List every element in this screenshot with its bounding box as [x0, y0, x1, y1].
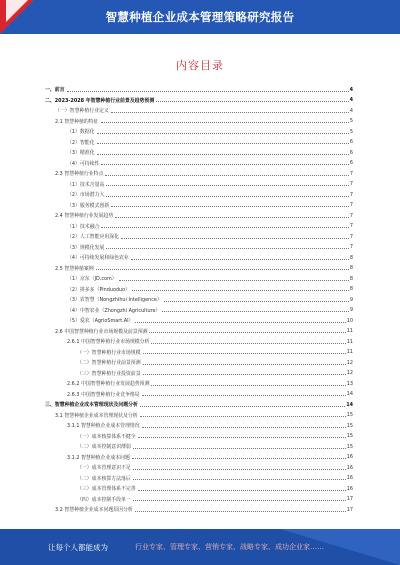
toc-entry-title: 2.5 智慧种植案例 — [55, 265, 94, 272]
toc-page-number: 6 — [349, 139, 353, 146]
toc-leader-dots — [138, 434, 346, 438]
toc-entry-title: （二）成本控制意识薄弱 — [77, 444, 131, 451]
toc-entry-title: （3）精准化 — [67, 150, 95, 157]
toc-entry[interactable] — [45, 107, 353, 114]
toc-entry[interactable] — [45, 86, 353, 93]
toc-leader-dots — [133, 497, 346, 501]
toc-entry[interactable] — [45, 275, 353, 282]
toc-entry[interactable] — [45, 359, 353, 366]
toc-page-number: 12 — [346, 359, 353, 366]
toc-leader-dots — [101, 224, 348, 228]
toc-entry[interactable] — [45, 118, 353, 125]
toc-leader-dots — [97, 140, 349, 144]
toc-entry[interactable] — [45, 160, 353, 167]
toc-entry-title: （一）智慧种植行业定义 — [55, 108, 109, 115]
toc-page-number: 8 — [349, 265, 353, 272]
toc-entry[interactable] — [45, 296, 353, 303]
toc-entry-title: 2.6.1 中国智慧种植行业市场规模分析 — [67, 339, 150, 346]
toc-leader-dots — [162, 308, 349, 312]
toc-page-number: 10 — [346, 317, 353, 324]
toc-leader-dots — [115, 214, 349, 218]
toc-leader-dots — [133, 466, 346, 470]
toc-entry[interactable] — [45, 338, 353, 345]
toc-entry-title: （一）成本管理意识不足 — [77, 465, 131, 472]
toc-leader-dots — [67, 88, 349, 92]
toc-entry[interactable] — [45, 443, 353, 450]
toc-page-number: 16 — [346, 475, 353, 482]
toc-entry[interactable] — [45, 412, 353, 419]
toc-leader-dots — [156, 98, 348, 102]
toc-page-number: 13 — [346, 380, 353, 387]
toc-entry-title: （3）服务模式创新 — [67, 202, 110, 209]
toc-page-number: 7 — [349, 212, 353, 219]
toc-entry-title: 2.6.2 中国智慧种植行业发展趋势预测 — [67, 381, 150, 388]
toc-leader-dots — [101, 119, 349, 123]
toc-leader-dots — [132, 287, 349, 291]
toc-page-number: 14 — [346, 401, 353, 408]
toc-leader-dots — [133, 476, 346, 480]
toc-page-number: 15 — [346, 412, 353, 419]
toc-page-number: 5 — [349, 118, 353, 125]
toc-leader-dots — [140, 403, 345, 407]
toc-entry-title: 2.6 中国智慧种植行业市场规模及前景预测 — [55, 328, 148, 335]
toc-entry-title: 一、前言 — [45, 87, 65, 94]
toc-page-number: 7 — [349, 170, 353, 177]
toc-leader-dots — [143, 361, 346, 365]
header-banner — [0, 0, 400, 34]
toc-entry-title: （1）数据化 — [67, 129, 95, 136]
toc-leader-dots — [106, 245, 349, 249]
toc-entry[interactable] — [45, 286, 353, 293]
toc-page-number: 7 — [349, 181, 353, 188]
toc-entry-title: （2）人工智能应用深化 — [67, 234, 120, 241]
toc-leader-dots — [96, 266, 349, 270]
report-title: 智慧种植企业成本管理策略研究报告 — [105, 10, 295, 24]
toc-leader-dots — [132, 455, 346, 459]
toc-leader-dots — [135, 508, 346, 512]
toc-page-number: 8 — [349, 254, 353, 261]
toc-entry[interactable] — [45, 380, 353, 387]
toc-entry-title: 2.1 智慧种植的特征 — [55, 118, 99, 125]
toc-entry-title: （4）可持续发展和绿色农业 — [67, 255, 129, 262]
toc-entry-title: 3.2 智慧种植企业成本问题原因分析 — [55, 507, 133, 514]
toc-entry[interactable] — [45, 485, 353, 492]
toc-entry-title: 2.3 智慧种植行业特点 — [55, 171, 104, 178]
toc-entry-title: （3）农智慧（Nongzhihui Intelligence） — [67, 297, 162, 304]
toc-leader-dots — [119, 277, 349, 281]
toc-page-number: 11 — [346, 349, 353, 356]
toc-leader-dots — [97, 130, 349, 134]
toc-leader-dots — [97, 151, 349, 155]
toc-entry-title: 2.4 智慧种植行业发展趋势 — [55, 213, 114, 220]
toc-entry[interactable] — [45, 170, 353, 177]
footer-slogan: 让每个人都能成为 — [48, 543, 108, 552]
toc-leader-dots — [131, 256, 349, 260]
toc-entry-title: （2）拼多多（Pinduoduo） — [67, 286, 131, 293]
toc-entry[interactable] — [45, 233, 353, 240]
toc-leader-dots — [135, 319, 345, 323]
toc-entry[interactable] — [45, 181, 353, 188]
toc-heading: 内容目录 — [176, 59, 224, 72]
toc-entry[interactable] — [45, 464, 353, 471]
toc-page-number: 4 — [349, 107, 353, 114]
toc-entry-title: （三）成本管理体系不完善 — [77, 486, 136, 493]
toc-entry[interactable] — [45, 244, 353, 251]
toc-entry-title: （二）成本核算方法落后 — [77, 475, 131, 482]
toc-entry[interactable] — [45, 265, 353, 272]
toc-entry[interactable] — [45, 422, 353, 429]
toc-page-number: 16 — [346, 485, 353, 492]
toc-entry[interactable] — [45, 433, 353, 440]
toc-entry[interactable] — [45, 328, 353, 335]
toc-leader-dots — [149, 329, 345, 333]
toc-entry-title: （4）可持续性 — [67, 160, 100, 167]
toc-page-number: 7 — [349, 233, 353, 240]
toc-page-number: 9 — [349, 307, 353, 314]
toc-entry-title: 3.1.1 智慧种植企业成本管理情况 — [67, 423, 140, 430]
toc-leader-dots — [121, 235, 349, 239]
toc-entry-title: 二、2023-2028 年智慧种植行业前景及趋势预测 — [45, 97, 155, 104]
toc-page-number: 15 — [346, 433, 353, 440]
toc-page-number: 8 — [349, 275, 353, 282]
toc-page-number: 8 — [349, 286, 353, 293]
toc-entry[interactable] — [45, 139, 353, 146]
toc-entry-title: （三）智慧种植行业投资前景 — [77, 370, 141, 377]
toc-page-number: 4 — [349, 97, 353, 104]
toc-entry[interactable] — [45, 506, 353, 513]
toc-leader-dots — [142, 392, 346, 396]
toc-entry-title: （1）技术融合 — [67, 223, 100, 230]
toc-leader-dots — [142, 424, 346, 428]
toc-entry[interactable] — [45, 202, 353, 209]
toc-leader-dots — [143, 350, 346, 354]
toc-entry[interactable] — [45, 349, 353, 356]
toc-entry-title: （5）爱农（AgrioSmart.AI） — [67, 318, 134, 325]
toc-leader-dots — [133, 445, 346, 449]
footer-roles: 行业专家、管理专家、营销专家、战略专家、成功企业家…… — [135, 543, 324, 551]
toc-entry[interactable] — [45, 475, 353, 482]
toc-leader-dots — [105, 172, 348, 176]
toc-entry-title: （2）智能化 — [67, 139, 95, 146]
toc-leader-dots — [164, 298, 349, 302]
toc-entry-title: 3.1.2 智慧种植企业成本问题 — [67, 454, 130, 461]
toc-entry[interactable] — [45, 223, 353, 230]
toc-entry-title: （一）智慧种植行业市场规模 — [77, 349, 141, 356]
toc-page-number: 16 — [346, 454, 353, 461]
toc-page-number: 5 — [349, 128, 353, 135]
footer-banner — [0, 529, 400, 565]
toc-leader-dots — [151, 382, 345, 386]
toc-leader-dots — [106, 193, 349, 197]
toc-leader-dots — [101, 161, 348, 165]
toc-entry[interactable] — [45, 496, 353, 503]
toc-page-number: 12 — [346, 370, 353, 377]
toc-entry[interactable] — [45, 370, 353, 377]
toc-page-number: 6 — [349, 149, 353, 156]
toc-entry[interactable] — [45, 317, 353, 324]
toc-entry-title: （2）市场潜力大 — [67, 192, 105, 199]
toc-entry-title: （3）规模化发展 — [67, 244, 105, 251]
toc-page-number: 11 — [346, 338, 353, 345]
toc-page-number: 7 — [349, 223, 353, 230]
toc-page-number: 9 — [349, 296, 353, 303]
toc-page-number: 6 — [349, 160, 353, 167]
toc-entry[interactable] — [45, 128, 353, 135]
toc-leader-dots — [111, 109, 349, 113]
toc-page-number: 7 — [349, 191, 353, 198]
toc-entry[interactable] — [45, 391, 353, 398]
toc-entry-title: 3.1 智慧种植企业成本管理现状及分析 — [55, 412, 138, 419]
toc-page-number: 17 — [346, 496, 353, 503]
toc-entry-title: （一）成本核算体系不健全 — [77, 433, 136, 440]
toc-page-number: 4 — [349, 86, 353, 93]
toc-entry[interactable] — [45, 97, 353, 104]
toc-entry[interactable] — [45, 401, 353, 408]
toc-page-number: 14 — [346, 391, 353, 398]
toc-page-number: 11 — [346, 328, 353, 335]
toc-leader-dots — [140, 413, 346, 417]
toc-entry[interactable] — [45, 454, 353, 461]
toc-page-number: 15 — [346, 422, 353, 429]
toc-page-number: 7 — [349, 244, 353, 251]
table-of-contents — [45, 86, 353, 520]
toc-leader-dots — [143, 371, 346, 375]
toc-entry-title: （二）智慧种植行业前景预测 — [77, 360, 141, 367]
toc-entry-title: （1）技术含量高 — [67, 181, 105, 188]
toc-entry-title: （4）中智农业（Zhongzhi Agriculture） — [67, 307, 161, 314]
toc-page-number: 15 — [346, 443, 353, 450]
toc-entry[interactable] — [45, 212, 353, 219]
toc-entry[interactable] — [45, 149, 353, 156]
toc-leader-dots — [106, 182, 349, 186]
toc-entry-title: 2.6.3 中国智慧种植行业竞争格局 — [67, 391, 140, 398]
toc-leader-dots — [151, 340, 345, 344]
toc-leader-dots — [111, 203, 349, 207]
toc-entry[interactable] — [45, 254, 353, 261]
toc-page-number: 16 — [346, 464, 353, 471]
toc-entry-title: （四）成本控制手段单一 — [77, 496, 131, 503]
toc-leader-dots — [138, 487, 346, 491]
toc-entry[interactable] — [45, 191, 353, 198]
toc-entry-title: （1）京东（JD.com） — [67, 276, 117, 283]
toc-entry[interactable] — [45, 307, 353, 314]
toc-entry-title: 三、智慧种植企业成本管理现状及问题分析 — [45, 402, 138, 409]
toc-page-number: 7 — [349, 202, 353, 209]
toc-page-number: 17 — [346, 506, 353, 513]
